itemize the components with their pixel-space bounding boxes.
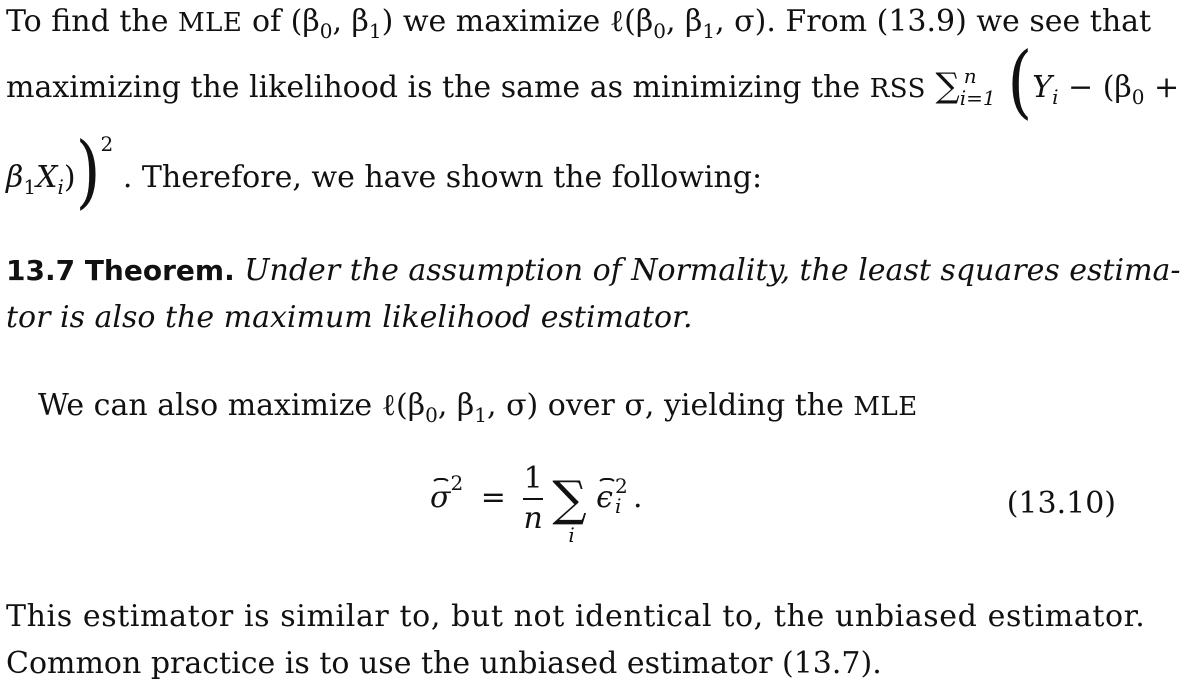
mle-abbrev: MLE (178, 8, 243, 38)
para2-line: We can also maximize $\ell(\beta_0$, $\beta_1$, σ) over σ, yielding the MLE (38, 388, 918, 427)
rss-abbrev: RSS (869, 74, 926, 104)
closing-line-1 (6, 599, 1146, 635)
left-paren: ( (1007, 35, 1033, 129)
closing-text-1: This estimator is similar to, but not identical to, the unbiased estimator. (6, 599, 1146, 634)
fraction: $\frac{1}{n}$ (523, 461, 543, 536)
theorem-line-2 (6, 300, 1118, 336)
equation-13-10: $\sigma^2$ = $\frac{1}{n}$ ∑ i ϵ 2 i . (430, 461, 643, 547)
sigma-hat: σ (430, 480, 451, 515)
theorem-line-1 (6, 253, 1181, 289)
closing-line-2 (6, 646, 1118, 682)
closing-text-2: Common practice is to use the unbiased estimator (13.7). (6, 646, 882, 681)
equation-number: (13.10) (1006, 486, 1116, 521)
intro-line-1: To find the MLE of ($\beta_0$, $\beta_1$) we maximize $\ell(\beta_0$, $\beta_1$, σ). From (13.9) we see that (6, 4, 1152, 43)
sum-operator: ∑ i (552, 471, 587, 547)
theorem-text-2: tor is also the maximum likelihood estimator. (6, 300, 693, 335)
right-paren: ) (75, 125, 101, 219)
mle-abbrev-2: MLE (853, 392, 918, 422)
intro-line-3: $\beta_1X_i))^2$ . Therefore, we have shown the following: (6, 125, 763, 219)
theorem-label: 13.7 Theorem. (6, 254, 235, 287)
theorem-text-1: Under the assumption of Normality, the least squares estima- (244, 253, 1181, 288)
sum-symbol: ∑ (935, 66, 960, 106)
sum-limits: n i=1 (959, 64, 996, 110)
exponent: 2 (100, 132, 114, 156)
intro-line-2: maximizing the likelihood is the same as minimizing the RSS ∑ n i=1 ($Y_i - (\beta_0$ + (6, 35, 1180, 129)
epsilon-hat: ϵ (596, 480, 613, 515)
